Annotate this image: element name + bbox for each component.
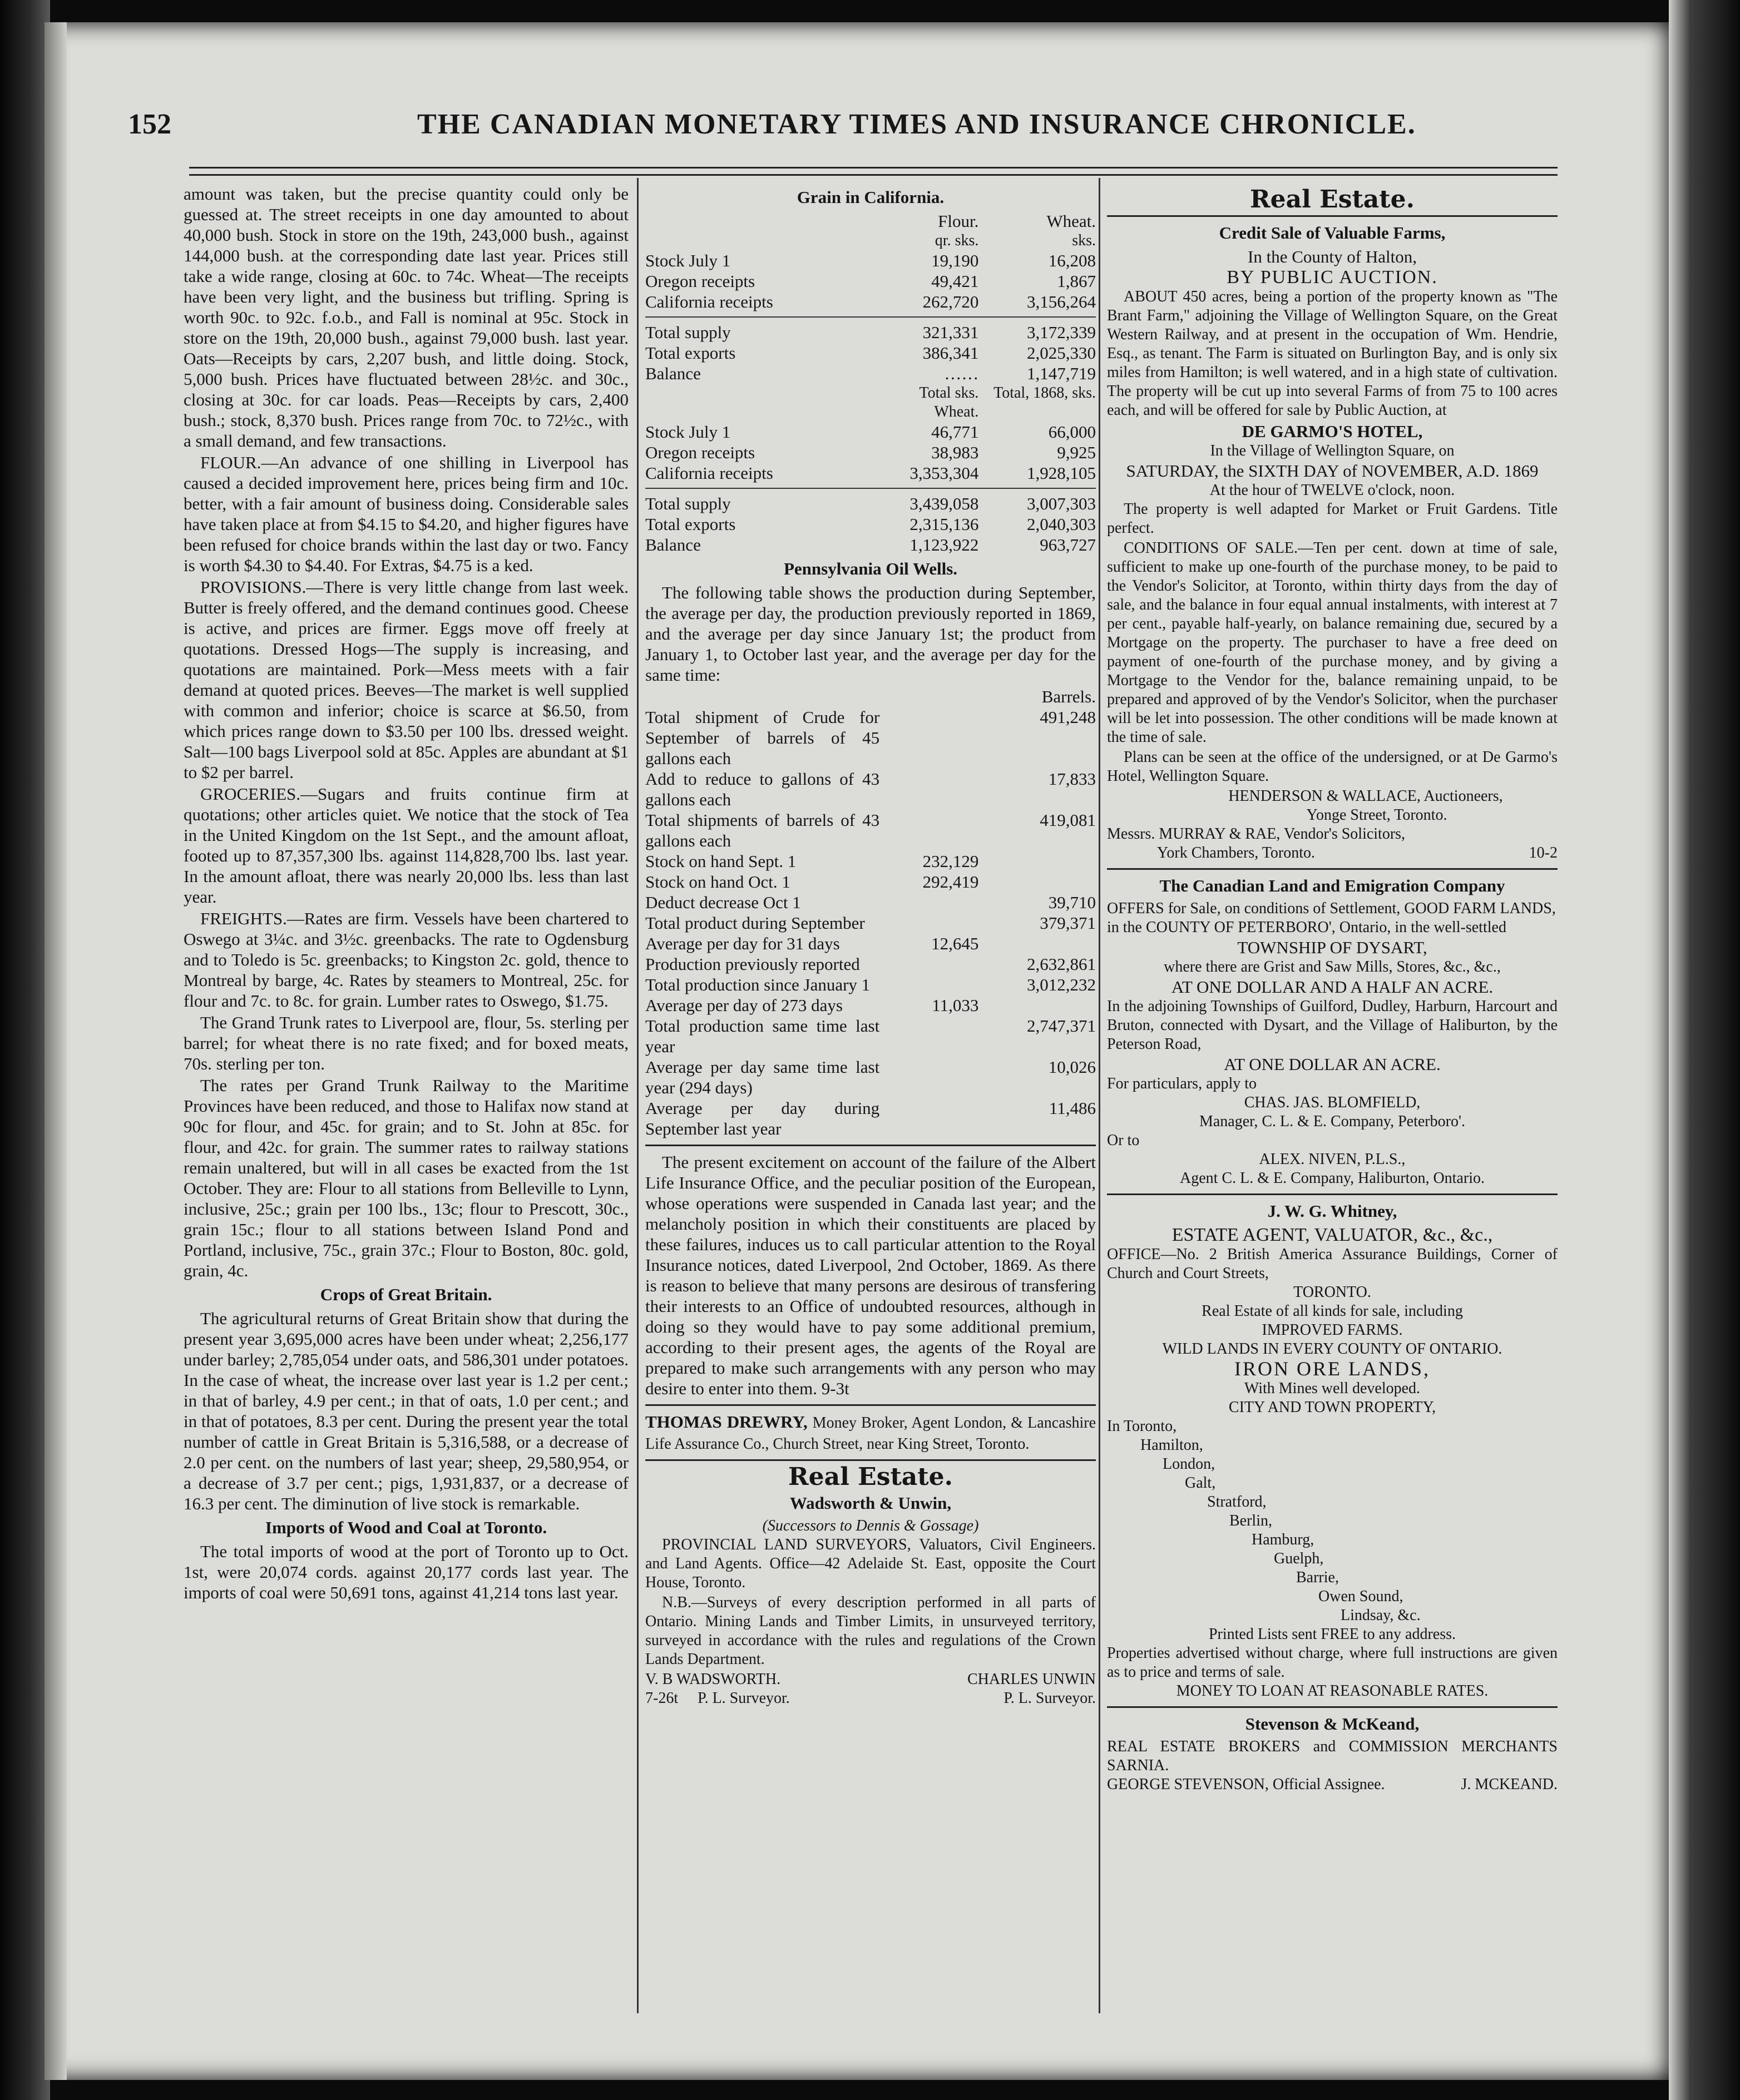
row-label: Total supply xyxy=(645,323,731,342)
role-unwin: P. L. Surveyor. xyxy=(1004,1690,1096,1707)
credit-sale-date: SATURDAY, the SIXTH DAY of NOVEMBER, A.D. 1869 xyxy=(1126,461,1539,481)
row-value: 3,007,303 xyxy=(1027,494,1096,513)
whitney-name: J. W. G. Whitney, xyxy=(1267,1201,1397,1221)
row-value: 1,928,105 xyxy=(1027,463,1096,483)
divider xyxy=(1107,1193,1558,1195)
row-label: Stock July 1 xyxy=(645,251,731,270)
page-gutter xyxy=(45,22,67,2080)
paragraph-provisions: PROVISIONS.—There is very little change from last week. Butter is freely offered, and the demand continues good. Cheese is active, and prices are firmer. Eggs move off freely at quotations. Dressed Hogs—The supply is increasing, and quotations are maintained. Pork—Mess meets with a fair demand at quoted prices. Beeves—The market is well supplied with common and inferior; choice is scarce at $6.50, from which prices range down to $3.50 per 100 lbs. dressed weight. Salt—100 bags Liverpool sold at 85c. Apples are abundant at $1 to $2 per barrel. xyxy=(184,577,629,782)
credit-sale-village: In the Village of Wellington Square, on xyxy=(1210,442,1455,459)
credit-sale-heading: Credit Sale of Valuable Farms, xyxy=(1219,223,1446,242)
table-row xyxy=(645,933,1096,954)
paragraph-flour: FLOUR.—An advance of one shilling in Liverpool has caused a decided improvement here, prices being firm and 10c. better, with a fair amount of business doing. Considerable sales have taken place at from $4.15 to $4.20, and higher figures have been refused for choice brands within the last day or two. Fancy is worth $4.30 to $4.40. For Extras, $4.75 is a ked. xyxy=(184,453,629,575)
table-row xyxy=(645,422,1096,442)
whitney-wild-lands: WILD LANDS IN EVERY COUNTY OF ONTARIO. xyxy=(1162,1340,1502,1358)
row-label: Average per day same time last year (294 days) xyxy=(645,1057,880,1097)
row-value: 11,486 xyxy=(1049,1098,1096,1118)
row-value: 3,156,264 xyxy=(1027,292,1096,311)
row-value: 2,315,136 xyxy=(909,514,979,534)
canadian-land-apply: For particulars, apply to xyxy=(1107,1075,1257,1092)
row-value: 232,129 xyxy=(922,851,979,871)
row-value: 66,000 xyxy=(1048,422,1096,442)
town-item: In Toronto, xyxy=(1107,1418,1177,1435)
column-real-estate xyxy=(1107,184,1558,1794)
row-value: 3,172,339 xyxy=(1027,323,1096,342)
divider xyxy=(1107,868,1558,870)
row-value: 3,012,232 xyxy=(1027,975,1096,994)
canadian-land-price-1: AT ONE DOLLAR AND A HALF AN ACRE. xyxy=(1171,977,1494,997)
town-item: Guelph, xyxy=(1274,1550,1324,1567)
whitney-city-property: CITY AND TOWN PROPERTY, xyxy=(1228,1399,1436,1416)
town-item: Barrie, xyxy=(1296,1569,1339,1586)
table-rule xyxy=(645,488,1096,489)
paragraph-grand-trunk: The Grand Trunk rates to Liverpool are, flour, 5s. sterling per barrel; for wheat there is no rate fixed; and for boxed meats, 70s. sterling per ton. xyxy=(184,1013,629,1073)
credit-sale-description: ABOUT 450 acres, being a portion of the property known as "The Brant Farm," adjoining the Village of Wellington Square, on the Great Western Railway, and at present in the occupation of Wm. Hendrie, Esq., as tenant. The Farm is situated on Burlington Bay, and is only six miles from Hamilton; is well watered, and in a high state of cultivation. The property will be cut up into several Farms of from 75 to 100 acres each, and will be offered for sale by Public Auction, at xyxy=(1107,288,1558,419)
row-value: 39,710 xyxy=(1048,893,1096,912)
table-row xyxy=(645,954,1096,974)
row-value: 379,371 xyxy=(1040,913,1096,933)
row-label: Total exports xyxy=(645,343,736,363)
row-value: 321,331 xyxy=(922,323,979,342)
table-row xyxy=(645,322,1096,343)
row-value: 38,983 xyxy=(931,443,979,462)
row-value: 12,645 xyxy=(931,934,979,953)
book-binding xyxy=(0,0,50,2100)
table-row xyxy=(645,514,1096,534)
paragraph-maritime-rates: The rates per Grand Trunk Railway to the Maritime Provinces have been reduced, and those to Halifax now stand at 90c for flour, and 45c. for grain; and to St. John at 85c. for flour, and 42c. for grain. The summer rates to railway stations remain unaltered, but will in all cases be exacted from the 1st October. They are: Flour to all stations from Belleville to Lynn, inclusive, 25c.; grain per 100 lbs., 13c; flour to Prescott, 30c., grain 15c.; flour to all stations between Island Pond and Portland, inclusive, 75c., grain 37c.; Flour to Boston, 80c. gold, grain, 4c. xyxy=(184,1076,629,1280)
row-value: 10,026 xyxy=(1048,1057,1096,1077)
table-row xyxy=(645,1016,1096,1057)
row-label: Total supply xyxy=(645,494,731,513)
row-value xyxy=(879,707,978,769)
table-row xyxy=(645,892,1096,913)
table-row xyxy=(645,974,1096,995)
drewry-text: Money Broker, Agent London, & Lancashire Life Assurance Co., Church Street, near King Street, Toronto. xyxy=(645,1414,1096,1453)
contact-niven: ALEX. NIVEN, P.L.S., xyxy=(1259,1151,1406,1168)
canadian-land-adjoining: In the adjoining Townships of Guilford, Dudley, Harburn, Harcourt and Bruton, connected with Dysart, and the Village of Haliburton, by the Peterson Road, xyxy=(1107,998,1558,1053)
row-value: 1,147,719 xyxy=(1027,364,1096,383)
credit-sale-plans: Plans can be seen at the office of the undersigned, or at De Garmo's Hotel, Wellington Square. xyxy=(1107,749,1558,785)
credit-sale-county: In the County of Halton, xyxy=(1248,247,1417,266)
whitney-money: MONEY TO LOAN AT REASONABLE RATES. xyxy=(1176,1682,1489,1700)
table-row xyxy=(645,913,1096,933)
table-row xyxy=(645,343,1096,363)
row-value xyxy=(978,933,1096,954)
row-value xyxy=(879,810,978,851)
row-label: Total exports xyxy=(645,514,736,534)
stevenson-mckeand-signatures xyxy=(1107,1775,1558,1794)
grain-table-balance xyxy=(645,363,1096,384)
contact-blomfield: CHAS. JAS. BLOMFIELD, xyxy=(1244,1094,1421,1111)
row-label: California receipts xyxy=(645,463,773,483)
heading-real-estate: Real Estate. xyxy=(788,1463,953,1491)
row-value xyxy=(978,995,1096,1016)
oil-table-september xyxy=(645,913,1096,974)
stevenson-mckeand-name: Stevenson & McKeand, xyxy=(1245,1714,1420,1734)
row-label: California receipts xyxy=(645,292,773,311)
row-value: 419,081 xyxy=(1040,810,1096,830)
whitney-office: OFFICE—No. 2 British America Assurance Buildings, Corner of Church and Court Streets, xyxy=(1107,1246,1558,1282)
row-value xyxy=(879,954,978,974)
row-label: Deduct decrease Oct 1 xyxy=(645,893,801,912)
whitney-improved: IMPROVED FARMS. xyxy=(1262,1321,1403,1339)
signature-wadsworth: V. B WADSWORTH. xyxy=(645,1671,781,1688)
wheat-table xyxy=(645,422,1096,483)
wheat-table-balance xyxy=(645,534,1096,555)
grain-subheader xyxy=(645,384,1096,422)
row-value xyxy=(879,974,978,995)
whitney-sale: Real Estate of all kinds for sale, including xyxy=(1202,1302,1463,1320)
table-row xyxy=(645,271,1096,291)
row-value xyxy=(879,913,978,933)
column-markets xyxy=(184,184,629,1604)
canadian-land-price-2: AT ONE DOLLAR AN ACRE. xyxy=(1224,1054,1441,1074)
wadsworth-unwin-text: PROVINCIAL LAND SURVEYORS, Valuators, Civil Engineers. and Land Agents. Office—42 Adelaide St. East, opposite the Court House, Toronto. xyxy=(645,1536,1096,1591)
grain-table-totals xyxy=(645,322,1096,363)
oil-table xyxy=(645,707,1096,892)
whitney-title: ESTATE AGENT, VALUATOR, &c., &c., xyxy=(1171,1225,1493,1245)
wadsworth-unwin-signatures xyxy=(645,1670,1096,1708)
row-label: Stock on hand Oct. 1 xyxy=(645,872,790,891)
row-value: 963,727 xyxy=(1040,535,1096,554)
stevenson-mckeand-text: REAL ESTATE BROKERS and COMMISSION MERCHANTS SARNIA. xyxy=(1107,1738,1558,1774)
table-row xyxy=(645,707,1096,769)
ad-drewry xyxy=(645,1411,1096,1454)
town-item: Hamburg, xyxy=(1252,1531,1314,1548)
unit-wheat: sks. xyxy=(1072,232,1096,249)
table-row xyxy=(645,534,1096,555)
wadsworth-unwin-name: Wadsworth & Unwin, xyxy=(789,1493,952,1513)
auctioneers: HENDERSON & WALLACE, Auctioneers, xyxy=(1228,788,1503,805)
heading-oil-wells: Pennsylvania Oil Wells. xyxy=(783,559,958,578)
row-label: Balance xyxy=(645,364,701,383)
ad-reference: 10-2 xyxy=(1529,844,1558,861)
wadsworth-unwin-successors: (Successors to Dennis & Gossage) xyxy=(762,1517,979,1534)
row-value: 1,123,922 xyxy=(909,535,979,554)
row-value: 292,419 xyxy=(922,872,979,891)
town-item: Berlin, xyxy=(1229,1512,1272,1529)
heading-imports: Imports of Wood and Coal at Toronto. xyxy=(265,1518,547,1537)
credit-sale-adapted: The property is well adapted for Market or Fruit Gardens. Title perfect. xyxy=(1107,501,1558,537)
divider xyxy=(1107,1706,1558,1708)
oil-table-decrease xyxy=(645,892,1096,913)
row-value xyxy=(978,871,1096,892)
contact-blomfield-title: Manager, C. L. & E. Company, Peterboro'. xyxy=(1199,1113,1465,1130)
col-head-wheat: Wheat. xyxy=(1046,211,1096,231)
row-label: Average per day of 273 days xyxy=(645,995,843,1015)
row-value: 491,248 xyxy=(1040,707,1096,727)
whitney-lists: Printed Lists sent FREE to any address. xyxy=(1208,1626,1456,1643)
whitney-mines: With Mines well developed. xyxy=(1244,1380,1421,1397)
town-item: Hamilton, xyxy=(1140,1437,1203,1454)
canadian-land-heading: The Canadian Land and Emigration Company xyxy=(1159,876,1505,895)
canadian-land-township: TOWNSHIP OF DYSART, xyxy=(1237,938,1427,957)
divider xyxy=(645,1145,1096,1146)
row-value xyxy=(879,1098,978,1139)
table-row xyxy=(645,463,1096,483)
table-row xyxy=(645,442,1096,463)
unit-flour: qr. sks. xyxy=(935,232,979,249)
row-label: Total production same time last year xyxy=(645,1016,880,1056)
canadian-land-or: Or to xyxy=(1107,1132,1140,1149)
heading-real-estate: Real Estate. xyxy=(1250,185,1415,214)
whitney-advertised: Properties advertised without charge, where full instructions are given as to price and terms of sale. xyxy=(1107,1645,1558,1681)
row-label: Average per day for 31 days xyxy=(645,934,840,953)
row-label: Total shipment of Crude for September of barrels of 45 gallons each xyxy=(645,707,880,768)
table-row xyxy=(645,363,1096,384)
row-value: 17,833 xyxy=(1048,769,1096,789)
row-label: Total shipments of barrels of 43 gallons each xyxy=(645,810,880,850)
column-divider xyxy=(1099,178,1100,2013)
table-row xyxy=(645,871,1096,892)
signature-mckeand: J. MCKEAND. xyxy=(1461,1776,1558,1793)
row-value: 3,353,304 xyxy=(909,463,979,483)
table-row xyxy=(645,493,1096,514)
wheat-table-totals xyxy=(645,493,1096,534)
row-value xyxy=(879,1057,978,1098)
row-label: Oregon receipts xyxy=(645,271,755,291)
page-number: 152 xyxy=(128,108,171,140)
divider xyxy=(645,1404,1096,1406)
auctioneers-address: Yonge Street, Toronto. xyxy=(1306,806,1447,824)
canadian-land-offers: OFFERS for Sale, on conditions of Settlement, GOOD FARM LANDS, xyxy=(1107,900,1556,917)
row-value xyxy=(879,769,978,810)
row-value: 2,025,330 xyxy=(1027,343,1096,363)
table-rule xyxy=(645,316,1096,318)
town-item: Lindsay, &c. xyxy=(1341,1607,1421,1624)
whitney-iron-ore: IRON ORE LANDS, xyxy=(1234,1358,1430,1380)
column-statistics xyxy=(645,184,1096,1708)
row-label: Total production since January 1 xyxy=(645,975,871,994)
town-list xyxy=(1107,1417,1558,1625)
masthead-title: THE CANADIAN MONETARY TIMES AND INSURANCE CHRONICLE. xyxy=(417,108,1416,140)
divider xyxy=(1107,215,1558,217)
page-edge xyxy=(1669,0,1740,2100)
signature-stevenson: GEORGE STEVENSON, Official Assignee. xyxy=(1107,1776,1385,1793)
heading-crops: Crops of Great Britain. xyxy=(320,1285,492,1304)
row-label: Stock July 1 xyxy=(645,422,731,442)
row-value xyxy=(879,1016,978,1057)
row-value: 386,341 xyxy=(922,343,979,363)
ad-reference: 7-26t xyxy=(645,1690,679,1707)
row-value: 2,747,371 xyxy=(1027,1016,1096,1036)
row-value: 49,421 xyxy=(931,271,979,291)
paragraph-freights: FREIGHTS.—Rates are firm. Vessels have been chartered to Oswego at 3¼c. and 3½c. greenbacks. The rate to Ogdensburg and to Toledo is 5c. greenbacks; to Kingston 2c. gold, thence to Montreal by barge, 4c. Rates by steamers to Montreal, 25c. for flour and 7c. to 8c. for grain. Lumber rates to Oswego, $1.75. xyxy=(184,909,629,1011)
contact-niven-title: Agent C. L. & E. Company, Haliburton, Ontario. xyxy=(1180,1170,1485,1187)
solicitors-address-row xyxy=(1107,844,1558,863)
wadsworth-unwin-note: N.B.—Surveys of every description performed in all parts of Ontario. Mining Lands and Timber Limits, in unsurveyed territory, surveyed in accordance with the rules and regulations of the Crown Lands Department. xyxy=(645,1594,1096,1668)
table-row xyxy=(645,810,1096,851)
canadian-land-county: in the COUNTY OF PETERBORO', Ontario, in the well-settled xyxy=(1107,919,1506,936)
paragraph-albert-life: The present excitement on account of the failure of the Albert Life Insurance Office, and the peculiar position of the European, whose operations were suspended in Canada last year; and the melancholy position in which their constituents are placed by these failures, induces us to call particular attention to the Royal Insurance notices, dated Liverpool, 2nd October, 1869. As there is reason to believe that many persons are desirous of transfering their interests to an Office of undoubted resources, although in doing so they would have to pay some additional premium, according to their present ages, the agents of the Royal are prepared to make such arrangements with any person who may desire to enter into them. 9-3t xyxy=(645,1152,1096,1398)
credit-sale-auction: BY PUBLIC AUCTION. xyxy=(1227,267,1438,288)
row-value: 262,720 xyxy=(922,292,979,311)
heading-grain-california: Grain in California. xyxy=(797,187,945,207)
paragraph-groceries: GROCERIES.—Sugars and fruits continue firm at quotations; other articles quiet. We notice that the stock of Tea in the United Kingdom on the 1st Sept., and the amount afloat, footed up to 87,357,300 lbs. against 114,828,700 lbs. last year. In the amount afloat, there was nearly 20,000 lbs. less than last year. xyxy=(184,784,629,907)
row-label: Production previously reported xyxy=(645,954,860,974)
credit-sale-hour: At the hour of TWELVE o'clock, noon. xyxy=(1209,482,1455,499)
row-value: 2,632,861 xyxy=(1027,954,1096,974)
page-header xyxy=(128,100,1563,145)
role-wadsworth: P. L. Surveyor. xyxy=(698,1690,790,1707)
table-row xyxy=(645,250,1096,271)
whitney-city: TORONTO. xyxy=(1293,1284,1371,1301)
divider xyxy=(645,1459,1096,1461)
row-value: 2,040,303 xyxy=(1027,514,1096,534)
town-item: Galt, xyxy=(1185,1474,1216,1492)
unit-barrels: Barrels. xyxy=(1041,687,1096,706)
table-row xyxy=(645,291,1096,312)
canadian-land-mills: where there are Grist and Saw Mills, Stores, &c., &c., xyxy=(1164,958,1501,975)
paragraph-oil-intro: The following table shows the production during September, the average per day, the production previously reported in 1869, and the average per day since January 1st; the product from January 1, to October last year, and the average per day for the same time: xyxy=(645,583,1096,685)
row-value: …… xyxy=(944,364,979,383)
row-value: 11,033 xyxy=(932,995,979,1015)
col-head-flour: Flour. xyxy=(938,211,979,231)
solicitors: Messrs. MURRAY & RAE, Vendor's Solicitors, xyxy=(1107,825,1406,843)
table-row xyxy=(645,851,1096,871)
row-value xyxy=(978,851,1096,871)
header-rule xyxy=(189,167,1558,176)
credit-sale-hotel: DE GARMO'S HOTEL, xyxy=(1242,422,1423,441)
paragraph-crops: The agricultural returns of Great Britain show that during the present year 3,695,000 acres have been under wheat; 2,256,177 under barley; 2,785,054 under oats, and 586,301 under potatoes. In the case of wheat, the increase over last year is 1.2 per cent.; in that of barley, 4.9 per cent.; in that of oats, 1.0 per cent.; and in that of potatoes, 8.3 per cent. During the present year the total number of cattle in Great Britain is 5,316,588, or a decrease of 2.0 per cent. on the numbers of last year; sheep, 29,580,954, or a decrease of 3.7 per cent.; pigs, 1,931,837, or a decrease of 16.3 per cent. The diminution of live stock is remarkable. xyxy=(184,1309,629,1513)
paragraph-grain: amount was taken, but the precise quantity could only be guessed at. The street receipts in one day amounted to about 40,000 bush. Stock in store on the 19th, 243,000 bush., against 144,000 bush. at the corresponding date last year. Prices still take a wide range, closing at 60c. to 74c. Wheat—The receipts have been very light, and the business but trifling. Spring is worth 90c. to 92c. f.o.b., and Fall is nominal at 95c. Stock in store on the 19th, 20,000 bush., against 79,000 bush. last year. Oats—Receipts by cars, 2,207 bush, and little doing. Stock, 5,000 bush. Prices have fluctuated between 28½c. and 30c., closing at 30c. for car loads. Peas—Receipts by cars, 2,400 bush.; stock, 8,370 bush. Prices range from 70c. to 72½c., with a small demand, and few transactions. xyxy=(184,184,629,450)
row-label: Add to reduce to gallons of 43 gallons each xyxy=(645,769,880,809)
subhead-wheat: Total sks. Wheat. xyxy=(919,384,979,420)
solicitors-address: York Chambers, Toronto. xyxy=(1157,844,1316,861)
table-row xyxy=(645,1098,1096,1139)
credit-sale-conditions: CONDITIONS OF SALE.—Ten per cent. down at time of sale, sufficient to make up one-fourth of the purchase money, to be paid to the Vendor's Solicitor, at Toronto, within thirty days from the day of sale, and the balance in four equal annual instalments, with interest at 7 per cent., payable half-yearly, on balance remaining due, secured by a Mortgage on the property. The purchaser to have a free deed on payment of one-fourth of the purchase money, and by giving a Mortgage to the Vendor for the, balance remaining unpaid, to be prepared and approved of by the Vendor's Solicitor, when the purchaser will be let into possession. The other conditions will be made known at the time of sale. xyxy=(1107,539,1558,746)
row-value: 9,925 xyxy=(1057,443,1096,462)
row-label: Average per day during September last year xyxy=(645,1098,880,1138)
table-row xyxy=(645,995,1096,1016)
oil-table-annual xyxy=(645,974,1096,1139)
table-row xyxy=(645,1057,1096,1098)
column-divider xyxy=(637,178,639,2013)
drewry-name: THOMAS DREWRY, xyxy=(645,1412,808,1432)
row-value: 3,439,058 xyxy=(909,494,979,513)
town-item: London, xyxy=(1163,1455,1215,1473)
grain-table xyxy=(645,250,1096,312)
table-row xyxy=(645,769,1096,810)
row-label: Oregon receipts xyxy=(645,443,755,462)
paragraph-imports: The total imports of wood at the port of Toronto up to Oct. 1st, were 20,074 cords. against 20,177 cords last year. The imports of coal were 50,691 tons, against 41,214 tons last year. xyxy=(184,1542,629,1602)
row-label: Balance xyxy=(645,535,701,554)
row-value: 16,208 xyxy=(1048,251,1096,270)
row-value xyxy=(879,892,978,913)
row-value: 1,867 xyxy=(1057,271,1096,291)
town-item: Stratford, xyxy=(1207,1493,1267,1510)
town-item: Owen Sound, xyxy=(1318,1588,1403,1605)
row-label: Stock on hand Sept. 1 xyxy=(645,851,797,871)
grain-table-header xyxy=(645,211,1096,250)
row-value: 46,771 xyxy=(931,422,979,442)
row-value: 19,190 xyxy=(931,251,979,270)
row-label: Total product during September xyxy=(645,913,865,933)
subhead-1868: Total, 1868, sks. xyxy=(993,384,1096,402)
signature-unwin: CHARLES UNWIN xyxy=(967,1671,1096,1688)
